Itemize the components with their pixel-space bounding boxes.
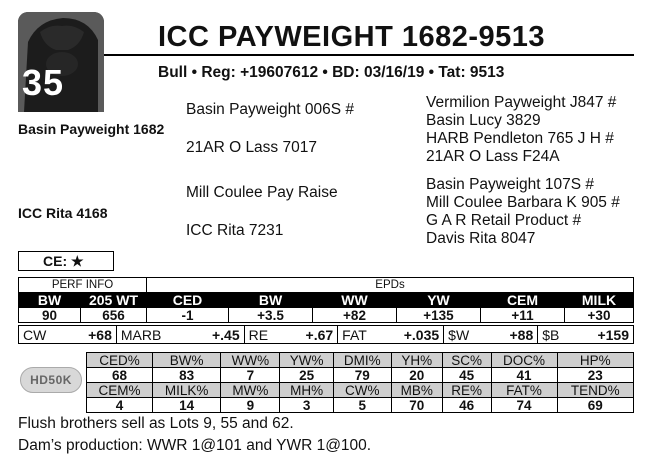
pedigree-dam: ICC Rita 4168: [18, 205, 108, 221]
pedigree-gg: 21AR O Lass F24A: [426, 148, 560, 165]
calving-ease-badge: CE: ★: [18, 251, 114, 271]
epd-value: +82: [313, 308, 397, 323]
pedigree-sire-sire: Basin Payweight 006S #: [186, 101, 355, 118]
epd-header: YW: [397, 293, 481, 308]
hd50k-value: 7: [221, 368, 280, 383]
epd-table: [18, 277, 634, 323]
pedigree-gg: Basin Lucy 3829: [426, 112, 541, 129]
index-label: FAT: [338, 326, 392, 344]
pedigree-gg: Basin Payweight 107S #: [426, 176, 595, 193]
pedigree-dam-sire: Mill Coulee Pay Raise: [186, 184, 338, 201]
hd50k-header: CEM%: [87, 383, 153, 398]
hd50k-header: FAT%: [491, 383, 557, 398]
hd50k-value: 14: [153, 398, 221, 413]
index-label: RE: [244, 326, 290, 344]
footnote: Flush brothers sell as Lots 9, 55 and 62.: [18, 415, 294, 432]
hd50k-value: 4: [87, 398, 153, 413]
hd50k-value: 23: [557, 368, 633, 383]
epd-value: 90: [19, 308, 81, 323]
hd50k-header: CED%: [87, 353, 153, 368]
hd50k-header: MH%: [280, 383, 333, 398]
hd50k-value: 41: [491, 368, 557, 383]
index-value: +159: [580, 326, 634, 344]
pedigree-gg: Vermilion Payweight J847 #: [426, 94, 617, 111]
hd50k-value: 70: [391, 398, 442, 413]
lot-number: 35: [22, 62, 65, 103]
index-label: CW: [19, 326, 71, 344]
epd-header: CED: [147, 293, 229, 308]
perf-info-label: PERF INFO: [19, 278, 147, 293]
index-value: +.67: [290, 326, 338, 344]
hd50k-header: YW%: [280, 353, 333, 368]
animal-title: ICC PAYWEIGHT 1682-9513: [158, 21, 546, 53]
hd50k-header: DMI%: [333, 353, 391, 368]
hd50k-header: MILK%: [153, 383, 221, 398]
epd-value: +11: [481, 308, 565, 323]
pedigree-gg: G A R Retail Product #: [426, 212, 582, 229]
index-value: +.45: [196, 326, 244, 344]
title-divider: [104, 54, 634, 56]
hd50k-header: CW%: [333, 383, 391, 398]
hd50k-value: 83: [153, 368, 221, 383]
hd50k-header: MW%: [221, 383, 280, 398]
pedigree-gg: Davis Rita 8047: [426, 230, 536, 247]
index-value: +68: [70, 326, 116, 344]
hd50k-value: 45: [442, 368, 491, 383]
epd-header: BW: [19, 293, 81, 308]
hd50k-logo: HD50K: [20, 367, 82, 393]
footnote: Dam’s production: WWR 1@101 and YWR 1@100.: [18, 437, 372, 454]
animal-details: Bull • Reg: +19607612 • BD: 03/16/19 • Tat: 9513: [158, 64, 505, 81]
hd50k-value: 20: [391, 368, 442, 383]
hd50k-value: 25: [280, 368, 333, 383]
epds-label: EPDs: [147, 278, 634, 293]
epd-header: MILK: [565, 293, 634, 308]
index-label: MARB: [116, 326, 196, 344]
hd50k-header: TEND%: [557, 383, 633, 398]
hd50k-header: DOC%: [491, 353, 557, 368]
index-label: $B: [538, 326, 580, 344]
hd50k-value: 5: [333, 398, 391, 413]
epd-value: +135: [397, 308, 481, 323]
hd50k-header: HP%: [557, 353, 633, 368]
hd50k-table: [86, 352, 634, 413]
pedigree-gg: HARB Pendleton 765 J H #: [426, 130, 614, 147]
epd-value: 656: [81, 308, 147, 323]
hd50k-header: RE%: [442, 383, 491, 398]
hd50k-value: 46: [442, 398, 491, 413]
index-table: [18, 325, 634, 344]
hd50k-header: WW%: [221, 353, 280, 368]
pedigree-dam-dam: ICC Rita 7231: [186, 222, 284, 239]
hd50k-value: 74: [491, 398, 557, 413]
index-value: +.035: [392, 326, 444, 344]
epd-header: CEM: [481, 293, 565, 308]
index-value: +88: [492, 326, 538, 344]
pedigree-gg: Mill Coulee Barbara K 905 #: [426, 194, 620, 211]
epd-header: 205 WT: [81, 293, 147, 308]
hd50k-value: 79: [333, 368, 391, 383]
hd50k-value: 68: [87, 368, 153, 383]
hd50k-header: YH%: [391, 353, 442, 368]
epd-value: -1: [147, 308, 229, 323]
epd-value: +3.5: [229, 308, 313, 323]
epd-value: +30: [565, 308, 634, 323]
hd50k-header: BW%: [153, 353, 221, 368]
pedigree-sire-dam: 21AR O Lass 7017: [186, 139, 317, 156]
hd50k-header: SC%: [442, 353, 491, 368]
hd50k-value: 9: [221, 398, 280, 413]
hd50k-value: 69: [557, 398, 633, 413]
index-label: $W: [444, 326, 492, 344]
hd50k-header: MB%: [391, 383, 442, 398]
epd-header: BW: [229, 293, 313, 308]
hd50k-value: 3: [280, 398, 333, 413]
pedigree-sire: Basin Payweight 1682: [18, 121, 165, 137]
epd-header: WW: [313, 293, 397, 308]
